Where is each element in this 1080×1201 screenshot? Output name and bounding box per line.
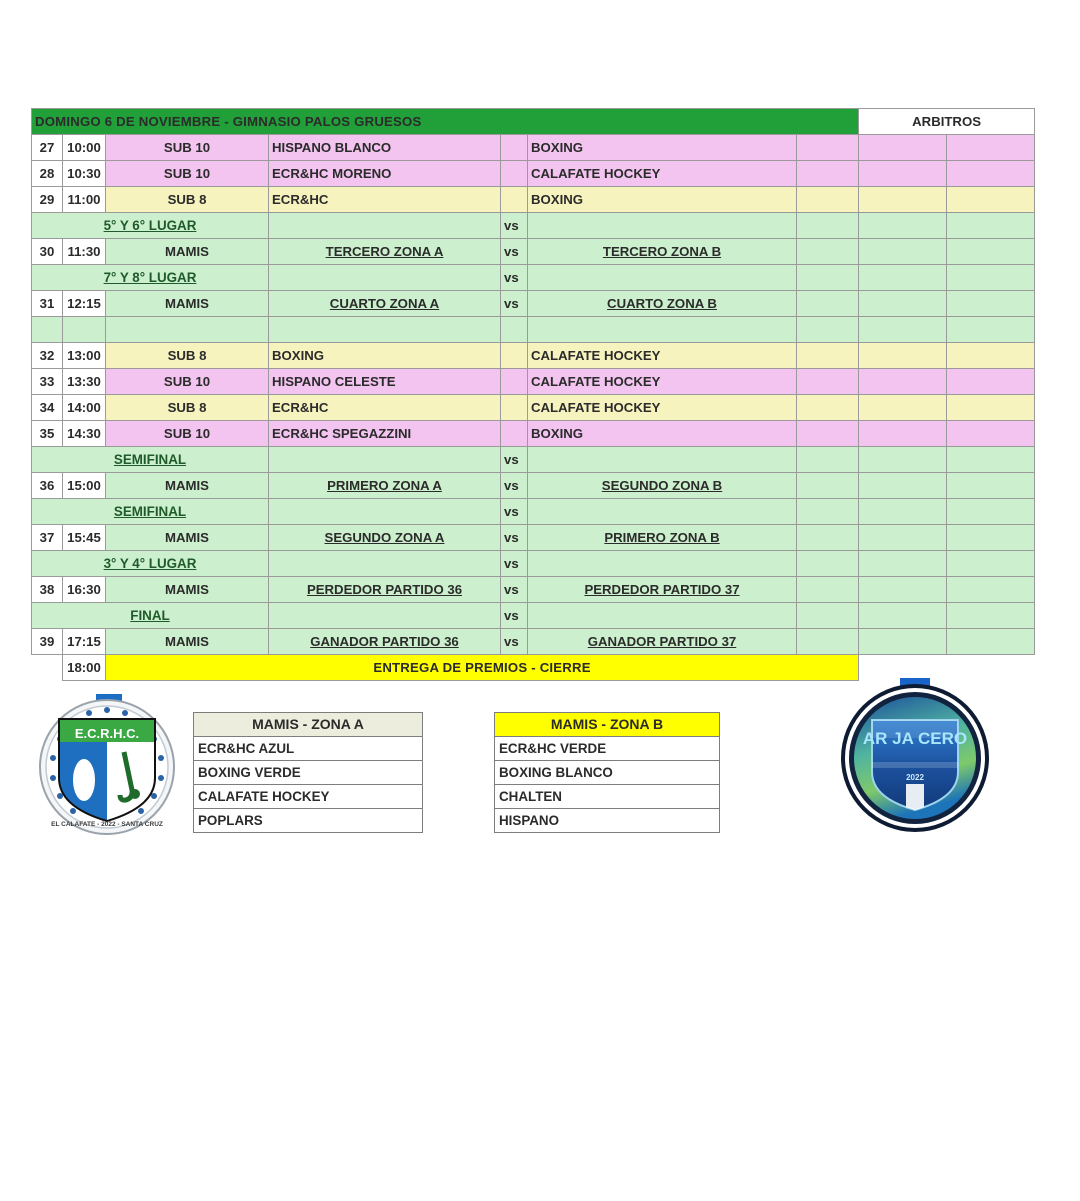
stage-away-placeholder [528,213,797,239]
match-time: 11:30 [63,239,106,265]
schedule-match-row [32,421,1035,447]
match-vs-label: vs [501,291,528,317]
schedule-match-row [32,161,1035,187]
match-time: 15:45 [63,525,106,551]
match-category: MAMIS [106,577,269,603]
referee-slot-2[interactable] [947,577,1035,603]
referee-slot-2[interactable] [947,239,1035,265]
schedule-stage-label-row [32,265,1035,291]
stage-vs-label: vs [501,551,528,577]
match-home-team: SEGUNDO ZONA A [269,525,501,551]
referee-slot-1[interactable] [859,213,947,239]
zone-team-name: BOXING VERDE [194,761,423,785]
stage-spacer-cell [797,447,859,473]
tournament-badge-logo [836,676,994,834]
zone-team-row [194,809,423,833]
referee-slot-2[interactable] [947,369,1035,395]
match-number: 34 [32,395,63,421]
referee-slot-2[interactable] [947,447,1035,473]
match-number: 29 [32,187,63,213]
blank-cell [106,317,269,343]
match-home-team: PERDEDOR PARTIDO 36 [269,577,501,603]
stage-away-placeholder [528,265,797,291]
stage-vs-label: vs [501,265,528,291]
match-spacer-cell [797,135,859,161]
referee-slot-1[interactable] [859,525,947,551]
stage-vs-label: vs [501,447,528,473]
match-spacer-cell [797,629,859,655]
match-away-team: GANADOR PARTIDO 37 [528,629,797,655]
match-spacer-cell [797,187,859,213]
match-away-team: CUARTO ZONA B [528,291,797,317]
match-home-team: ECR&HC SPEGAZZINI [269,421,501,447]
zone-team-row [495,737,720,761]
stage-label: 7° Y 8° LUGAR [32,265,269,291]
schedule-match-row [32,525,1035,551]
schedule-sheet [31,108,1004,681]
zone-team-name: ECR&HC VERDE [495,737,720,761]
referee-slot-2[interactable] [947,213,1035,239]
prize-ceremony-label: ENTREGA DE PREMIOS - CIERRE [106,655,859,681]
schedule-match-row [32,473,1035,499]
referee-slot-2[interactable] [947,395,1035,421]
referee-slot-2[interactable] [947,265,1035,291]
badge-year-text: 2022 [906,773,924,782]
match-vs-label: vs [501,239,528,265]
stage-away-placeholder [528,499,797,525]
match-category: MAMIS [106,239,269,265]
match-vs-label [501,135,528,161]
zone-team-name: CHALTEN [495,785,720,809]
stage-home-placeholder [269,265,501,291]
zone-team-name: BOXING BLANCO [495,761,720,785]
match-home-team: ECR&HC MORENO [269,161,501,187]
match-vs-label [501,187,528,213]
referee-slot-1[interactable] [859,499,947,525]
match-home-team: HISPANO BLANCO [269,135,501,161]
match-home-team: BOXING [269,343,501,369]
referee-slot-1[interactable] [859,447,947,473]
referee-slot-2[interactable] [947,421,1035,447]
crest-ring-text: EL CALAFATE - 2022 - SANTA CRUZ [51,821,163,828]
match-number: 37 [32,525,63,551]
match-vs-label: vs [501,577,528,603]
match-away-team: CALAFATE HOCKEY [528,161,797,187]
match-home-team: TERCERO ZONA A [269,239,501,265]
match-number: 32 [32,343,63,369]
match-number: 28 [32,161,63,187]
match-category: SUB 8 [106,343,269,369]
schedule-stage-label-row [32,603,1035,629]
match-time: 14:00 [63,395,106,421]
stage-label: SEMIFINAL [32,499,269,525]
stage-vs-label: vs [501,499,528,525]
match-category: MAMIS [106,473,269,499]
zone-team-name: HISPANO [495,809,720,833]
referee-slot-1[interactable] [859,369,947,395]
match-vs-label: vs [501,473,528,499]
referees-header: ARBITROS [859,109,1035,135]
blank-cell [859,317,947,343]
blank-cell [32,317,63,343]
referee-slot-2[interactable] [947,551,1035,577]
match-home-team: PRIMERO ZONA A [269,473,501,499]
stage-label: 3° Y 4° LUGAR [32,551,269,577]
schedule-stage-label-row [32,499,1035,525]
match-vs-label: vs [501,525,528,551]
stage-vs-label: vs [501,213,528,239]
referee-slot-2[interactable] [947,603,1035,629]
match-spacer-cell [797,239,859,265]
referee-slot-1[interactable] [859,239,947,265]
match-away-team: CALAFATE HOCKEY [528,369,797,395]
referee-slot-1[interactable] [859,421,947,447]
match-category: MAMIS [106,629,269,655]
schedule-blank-row [32,317,1035,343]
match-category: SUB 8 [106,395,269,421]
schedule-table [31,108,1035,681]
match-category: SUB 10 [106,369,269,395]
match-vs-label [501,421,528,447]
match-away-team: BOXING [528,187,797,213]
referee-slot-2[interactable] [947,499,1035,525]
match-number: 30 [32,239,63,265]
stage-home-placeholder [269,213,501,239]
schedule-match-row [32,135,1035,161]
blank-cell [947,317,1035,343]
zone-team-name: CALAFATE HOCKEY [194,785,423,809]
stage-away-placeholder [528,603,797,629]
match-spacer-cell [797,525,859,551]
zone-team-row [194,737,423,761]
match-category: SUB 10 [106,161,269,187]
match-time: 16:30 [63,577,106,603]
zone-header-row [495,713,720,737]
zone-team-row [495,785,720,809]
referee-slot-1[interactable] [859,161,947,187]
stage-away-placeholder [528,447,797,473]
referee-slot-2[interactable] [947,473,1035,499]
zone-title: MAMIS - ZONA A [194,713,423,737]
referee-slot-2[interactable] [947,629,1035,655]
referee-slot-2[interactable] [947,525,1035,551]
schedule-match-row [32,239,1035,265]
stage-home-placeholder [269,499,501,525]
referee-slot-1[interactable] [859,343,947,369]
referee-slot-1[interactable] [859,603,947,629]
stage-spacer-cell [797,265,859,291]
match-vs-label [501,369,528,395]
match-category: SUB 10 [106,421,269,447]
stage-label: FINAL [32,603,269,629]
referee-slot-2[interactable] [947,291,1035,317]
match-away-team: BOXING [528,135,797,161]
match-category: MAMIS [106,291,269,317]
match-away-team: CALAFATE HOCKEY [528,395,797,421]
zone-team-row [194,761,423,785]
referee-slot-1[interactable] [859,551,947,577]
stage-label: 5° Y 6° LUGAR [32,213,269,239]
match-number: 38 [32,577,63,603]
schedule-title: DOMINGO 6 DE NOVIEMBRE - GIMNASIO PALOS GRUESOS [32,109,859,135]
stage-vs-label: vs [501,603,528,629]
match-category: SUB 8 [106,187,269,213]
match-home-team: CUARTO ZONA A [269,291,501,317]
match-vs-label [501,161,528,187]
stage-spacer-cell [797,499,859,525]
stage-home-placeholder [269,603,501,629]
referee-slot-1[interactable] [859,473,947,499]
match-number: 39 [32,629,63,655]
zone-team-row [495,761,720,785]
schedule-match-row [32,369,1035,395]
match-time: 12:15 [63,291,106,317]
blank-cell [528,317,797,343]
match-spacer-cell [797,395,859,421]
referee-slot-1[interactable] [859,629,947,655]
match-home-team: HISPANO CELESTE [269,369,501,395]
match-home-team: ECR&HC [269,395,501,421]
match-number: 33 [32,369,63,395]
referee-slot-1[interactable] [859,395,947,421]
ecrhc-club-crest-logo [36,694,178,836]
referee-slot-1[interactable] [859,265,947,291]
referee-slot-2[interactable] [947,135,1035,161]
match-time: 10:30 [63,161,106,187]
match-vs-label: vs [501,629,528,655]
stage-home-placeholder [269,551,501,577]
stage-label: SEMIFINAL [32,447,269,473]
match-home-team: GANADOR PARTIDO 36 [269,629,501,655]
match-spacer-cell [797,369,859,395]
blank-cell [63,317,106,343]
match-time: 10:00 [63,135,106,161]
match-number: 27 [32,135,63,161]
match-vs-label [501,395,528,421]
stage-spacer-cell [797,213,859,239]
match-time: 14:30 [63,421,106,447]
referee-slot-2[interactable] [947,343,1035,369]
zone-header-row [194,713,423,737]
match-away-team: PRIMERO ZONA B [528,525,797,551]
stage-home-placeholder [269,447,501,473]
zone-table-b [494,712,720,833]
match-spacer-cell [797,421,859,447]
stage-spacer-cell [797,603,859,629]
match-away-team: PERDEDOR PARTIDO 37 [528,577,797,603]
crest-initials-text: E.C.R.H.C. [74,726,140,741]
schedule-match-row [32,343,1035,369]
zone-title: MAMIS - ZONA B [495,713,720,737]
match-spacer-cell [797,473,859,499]
referee-slot-1[interactable] [859,135,947,161]
zone-table-a [193,712,423,833]
match-number: 36 [32,473,63,499]
schedule-match-row [32,291,1035,317]
schedule-stage-label-row [32,551,1035,577]
referee-slot-1[interactable] [859,577,947,603]
match-spacer-cell [797,161,859,187]
blank-cell [501,317,528,343]
schedule-match-row [32,577,1035,603]
stage-spacer-cell [797,551,859,577]
match-number: 31 [32,291,63,317]
schedule-header-row [32,109,1035,135]
zone-team-name: ECR&HC AZUL [194,737,423,761]
blank-cell [269,317,501,343]
blank-cell [797,317,859,343]
prize-time: 18:00 [63,655,106,681]
match-away-team: BOXING [528,421,797,447]
zone-team-row [495,809,720,833]
referee-slot-2[interactable] [947,161,1035,187]
zone-team-name: POPLARS [194,809,423,833]
zone-team-row [194,785,423,809]
referee-slot-1[interactable] [859,187,947,213]
schedule-stage-label-row [32,213,1035,239]
schedule-match-row [32,395,1035,421]
match-away-team: SEGUNDO ZONA B [528,473,797,499]
stage-away-placeholder [528,551,797,577]
schedule-match-row [32,629,1035,655]
referee-slot-1[interactable] [859,291,947,317]
match-spacer-cell [797,291,859,317]
match-time: 17:15 [63,629,106,655]
referee-slot-2[interactable] [947,187,1035,213]
schedule-match-row [32,187,1035,213]
match-away-team: CALAFATE HOCKEY [528,343,797,369]
match-time: 11:00 [63,187,106,213]
match-away-team: TERCERO ZONA B [528,239,797,265]
prize-empty-cell [32,655,63,681]
match-spacer-cell [797,343,859,369]
match-category: MAMIS [106,525,269,551]
match-time: 13:30 [63,369,106,395]
match-category: SUB 10 [106,135,269,161]
match-time: 15:00 [63,473,106,499]
match-number: 35 [32,421,63,447]
badge-title-text: AR JA CERO [862,729,968,748]
match-spacer-cell [797,577,859,603]
schedule-stage-label-row [32,447,1035,473]
match-vs-label [501,343,528,369]
match-home-team: ECR&HC [269,187,501,213]
match-time: 13:00 [63,343,106,369]
